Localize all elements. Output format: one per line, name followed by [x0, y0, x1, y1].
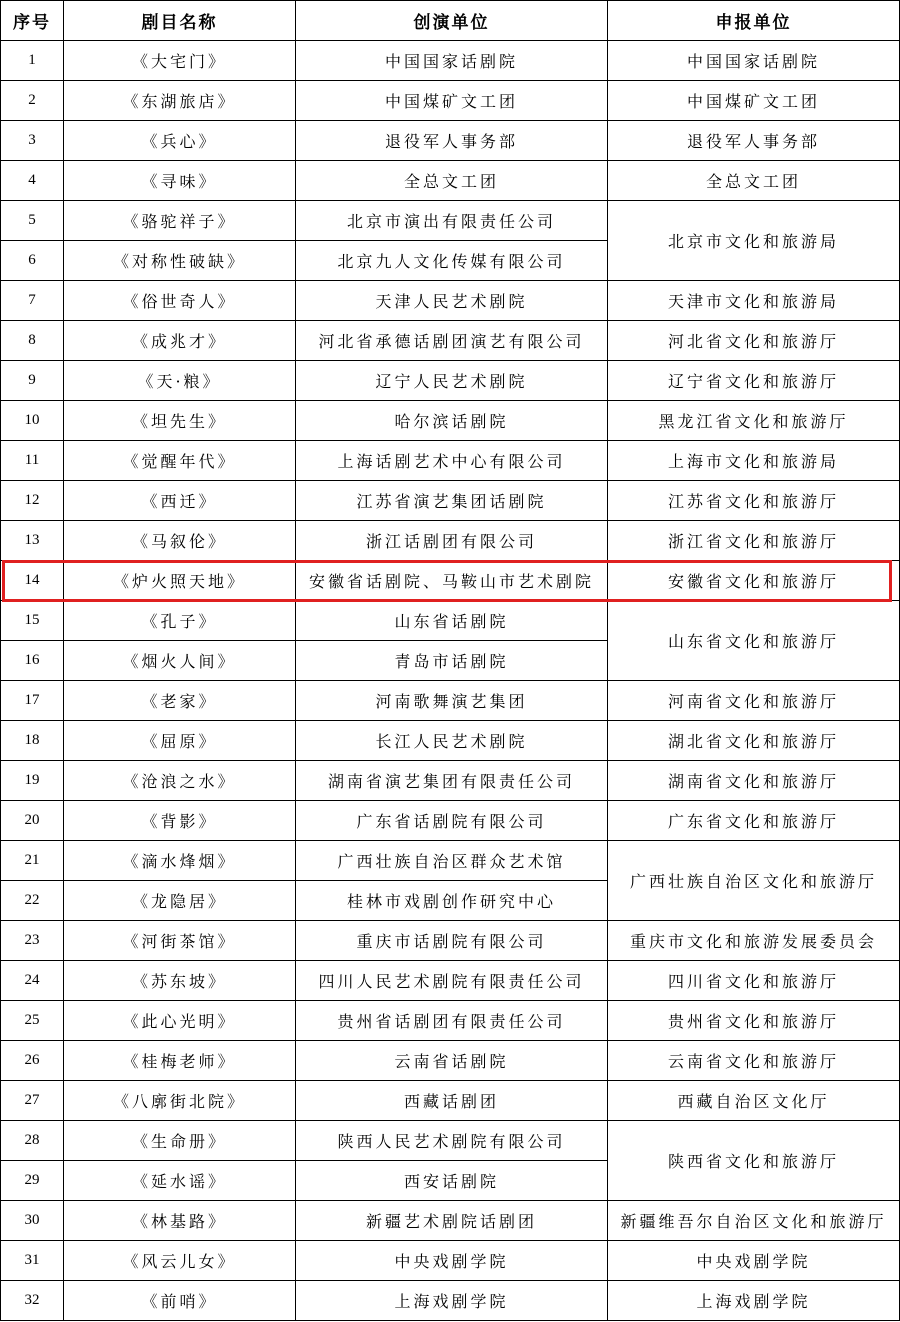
cell-applicant: 上海戏剧学院 [608, 1281, 900, 1321]
cell-applicant: 黑龙江省文化和旅游厅 [608, 401, 900, 441]
cell-no: 6 [1, 241, 64, 281]
cell-no: 23 [1, 921, 64, 961]
table-row [1, 841, 900, 881]
table-row [1, 401, 900, 441]
cell-title: 《西迁》 [64, 481, 296, 521]
cell-applicant: 河北省文化和旅游厅 [608, 321, 900, 361]
cell-creator: 广东省话剧院有限公司 [296, 801, 608, 841]
cell-applicant: 上海市文化和旅游局 [608, 441, 900, 481]
cell-creator: 全总文工团 [296, 161, 608, 201]
cell-title: 《龙隐居》 [64, 881, 296, 921]
cell-no: 27 [1, 1081, 64, 1121]
cell-no: 12 [1, 481, 64, 521]
cell-creator: 广西壮族自治区群众艺术馆 [296, 841, 608, 881]
cell-no: 13 [1, 521, 64, 561]
cell-applicant: 云南省文化和旅游厅 [608, 1041, 900, 1081]
cell-no: 18 [1, 721, 64, 761]
cell-applicant: 西藏自治区文化厅 [608, 1081, 900, 1121]
cell-no: 19 [1, 761, 64, 801]
cell-title: 《东湖旅店》 [64, 81, 296, 121]
cell-applicant: 退役军人事务部 [608, 121, 900, 161]
cell-no: 29 [1, 1161, 64, 1201]
cell-title: 《炉火照天地》 [64, 561, 296, 601]
cell-applicant: 贵州省文化和旅游厅 [608, 1001, 900, 1041]
cell-title: 《觉醒年代》 [64, 441, 296, 481]
cell-applicant: 辽宁省文化和旅游厅 [608, 361, 900, 401]
cell-creator: 安徽省话剧院、马鞍山市艺术剧院 [296, 561, 608, 601]
cell-no: 20 [1, 801, 64, 841]
cell-no: 5 [1, 201, 64, 241]
cell-no: 17 [1, 681, 64, 721]
cell-applicant: 河南省文化和旅游厅 [608, 681, 900, 721]
cell-applicant: 中央戏剧学院 [608, 1241, 900, 1281]
cell-title: 《老家》 [64, 681, 296, 721]
cell-no: 15 [1, 601, 64, 641]
cell-applicant: 陕西省文化和旅游厅 [608, 1121, 900, 1201]
cell-applicant: 新疆维吾尔自治区文化和旅游厅 [608, 1201, 900, 1241]
cell-creator: 北京市演出有限责任公司 [296, 201, 608, 241]
cell-no: 1 [1, 41, 64, 81]
cell-no: 9 [1, 361, 64, 401]
table-row [1, 601, 900, 641]
cell-applicant: 浙江省文化和旅游厅 [608, 521, 900, 561]
table-row [1, 121, 900, 161]
cell-title: 《烟火人间》 [64, 641, 296, 681]
cell-no: 32 [1, 1281, 64, 1321]
cell-title: 《孔子》 [64, 601, 296, 641]
cell-title: 《对称性破缺》 [64, 241, 296, 281]
cell-creator: 中国国家话剧院 [296, 41, 608, 81]
table-row [1, 41, 900, 81]
table-row [1, 161, 900, 201]
cell-no: 31 [1, 1241, 64, 1281]
table-row [1, 281, 900, 321]
cell-title: 《河街茶馆》 [64, 921, 296, 961]
cell-title: 《前哨》 [64, 1281, 296, 1321]
cell-applicant: 北京市文化和旅游局 [608, 201, 900, 281]
table-row [1, 1001, 900, 1041]
table-header-row [1, 1, 900, 41]
cell-no: 22 [1, 881, 64, 921]
table-row [1, 321, 900, 361]
cell-creator: 河北省承德话剧团演艺有限公司 [296, 321, 608, 361]
cell-title: 《滴水烽烟》 [64, 841, 296, 881]
cell-title: 《林基路》 [64, 1201, 296, 1241]
cell-creator: 河南歌舞演艺集团 [296, 681, 608, 721]
cell-title: 《兵心》 [64, 121, 296, 161]
cell-creator: 西藏话剧团 [296, 1081, 608, 1121]
cell-no: 24 [1, 961, 64, 1001]
cell-title: 《风云儿女》 [64, 1241, 296, 1281]
cell-no: 28 [1, 1121, 64, 1161]
cell-applicant: 天津市文化和旅游局 [608, 281, 900, 321]
cell-no: 10 [1, 401, 64, 441]
cell-applicant: 山东省文化和旅游厅 [608, 601, 900, 681]
cell-title: 《八廓街北院》 [64, 1081, 296, 1121]
cell-creator: 哈尔滨话剧院 [296, 401, 608, 441]
cell-title: 《寻味》 [64, 161, 296, 201]
cell-title: 《天·粮》 [64, 361, 296, 401]
table-row [1, 721, 900, 761]
table-row [1, 1121, 900, 1161]
table-row [1, 801, 900, 841]
cell-title: 《骆驼祥子》 [64, 201, 296, 241]
cell-creator: 西安话剧院 [296, 1161, 608, 1201]
cell-no: 3 [1, 121, 64, 161]
cell-applicant: 广西壮族自治区文化和旅游厅 [608, 841, 900, 921]
table-row [1, 201, 900, 241]
cell-applicant: 湖南省文化和旅游厅 [608, 761, 900, 801]
table-row [1, 961, 900, 1001]
table-row [1, 921, 900, 961]
cell-creator: 浙江话剧团有限公司 [296, 521, 608, 561]
cell-creator: 重庆市话剧院有限公司 [296, 921, 608, 961]
table-row [1, 441, 900, 481]
table-row [1, 681, 900, 721]
cell-title: 《大宅门》 [64, 41, 296, 81]
header-creator: 创演单位 [296, 1, 608, 41]
table-row [1, 361, 900, 401]
table-row [1, 81, 900, 121]
table-row [1, 1041, 900, 1081]
cell-title: 《坦先生》 [64, 401, 296, 441]
cell-title: 《延水谣》 [64, 1161, 296, 1201]
header-no: 序号 [1, 1, 64, 41]
cell-no: 26 [1, 1041, 64, 1081]
cell-title: 《背影》 [64, 801, 296, 841]
cell-creator: 江苏省演艺集团话剧院 [296, 481, 608, 521]
table-row [1, 1081, 900, 1121]
cell-title: 《此心光明》 [64, 1001, 296, 1041]
cell-applicant: 全总文工团 [608, 161, 900, 201]
cell-creator: 青岛市话剧院 [296, 641, 608, 681]
header-applicant: 申报单位 [608, 1, 900, 41]
cell-creator: 辽宁人民艺术剧院 [296, 361, 608, 401]
cell-no: 25 [1, 1001, 64, 1041]
cell-no: 21 [1, 841, 64, 881]
cell-title: 《屈原》 [64, 721, 296, 761]
table-row [1, 1281, 900, 1321]
cell-title: 《沧浪之水》 [64, 761, 296, 801]
cell-creator: 中央戏剧学院 [296, 1241, 608, 1281]
cell-creator: 新疆艺术剧院话剧团 [296, 1201, 608, 1241]
table-row [1, 1201, 900, 1241]
cell-applicant: 湖北省文化和旅游厅 [608, 721, 900, 761]
cell-title: 《生命册》 [64, 1121, 296, 1161]
cell-title: 《俗世奇人》 [64, 281, 296, 321]
cell-no: 7 [1, 281, 64, 321]
cell-creator: 中国煤矿文工团 [296, 81, 608, 121]
cell-title: 《桂梅老师》 [64, 1041, 296, 1081]
cell-no: 16 [1, 641, 64, 681]
cell-applicant: 四川省文化和旅游厅 [608, 961, 900, 1001]
table-row [1, 481, 900, 521]
cell-creator: 四川人民艺术剧院有限责任公司 [296, 961, 608, 1001]
cell-no: 2 [1, 81, 64, 121]
cell-title: 《马叙伦》 [64, 521, 296, 561]
cell-creator: 陕西人民艺术剧院有限公司 [296, 1121, 608, 1161]
cell-creator: 北京九人文化传媒有限公司 [296, 241, 608, 281]
table-row [1, 1241, 900, 1281]
table-body [1, 41, 900, 1321]
cell-title: 《苏东坡》 [64, 961, 296, 1001]
cell-no: 30 [1, 1201, 64, 1241]
cell-title: 《成兆才》 [64, 321, 296, 361]
cell-creator: 湖南省演艺集团有限责任公司 [296, 761, 608, 801]
cell-creator: 退役军人事务部 [296, 121, 608, 161]
header-title: 剧目名称 [64, 1, 296, 41]
cell-creator: 天津人民艺术剧院 [296, 281, 608, 321]
table-row [1, 561, 900, 601]
cell-creator: 山东省话剧院 [296, 601, 608, 641]
cell-applicant: 安徽省文化和旅游厅 [608, 561, 900, 601]
cell-creator: 贵州省话剧团有限责任公司 [296, 1001, 608, 1041]
table-row [1, 521, 900, 561]
cell-creator: 上海戏剧学院 [296, 1281, 608, 1321]
cell-creator: 桂林市戏剧创作研究中心 [296, 881, 608, 921]
cell-applicant: 广东省文化和旅游厅 [608, 801, 900, 841]
cell-creator: 上海话剧艺术中心有限公司 [296, 441, 608, 481]
cell-no: 8 [1, 321, 64, 361]
table-row [1, 761, 900, 801]
cell-no: 14 [1, 561, 64, 601]
cell-no: 11 [1, 441, 64, 481]
cell-applicant: 江苏省文化和旅游厅 [608, 481, 900, 521]
cell-applicant: 中国国家话剧院 [608, 41, 900, 81]
cell-applicant: 中国煤矿文工团 [608, 81, 900, 121]
cell-creator: 长江人民艺术剧院 [296, 721, 608, 761]
cell-creator: 云南省话剧院 [296, 1041, 608, 1081]
cell-applicant: 重庆市文化和旅游发展委员会 [608, 921, 900, 961]
cell-no: 4 [1, 161, 64, 201]
